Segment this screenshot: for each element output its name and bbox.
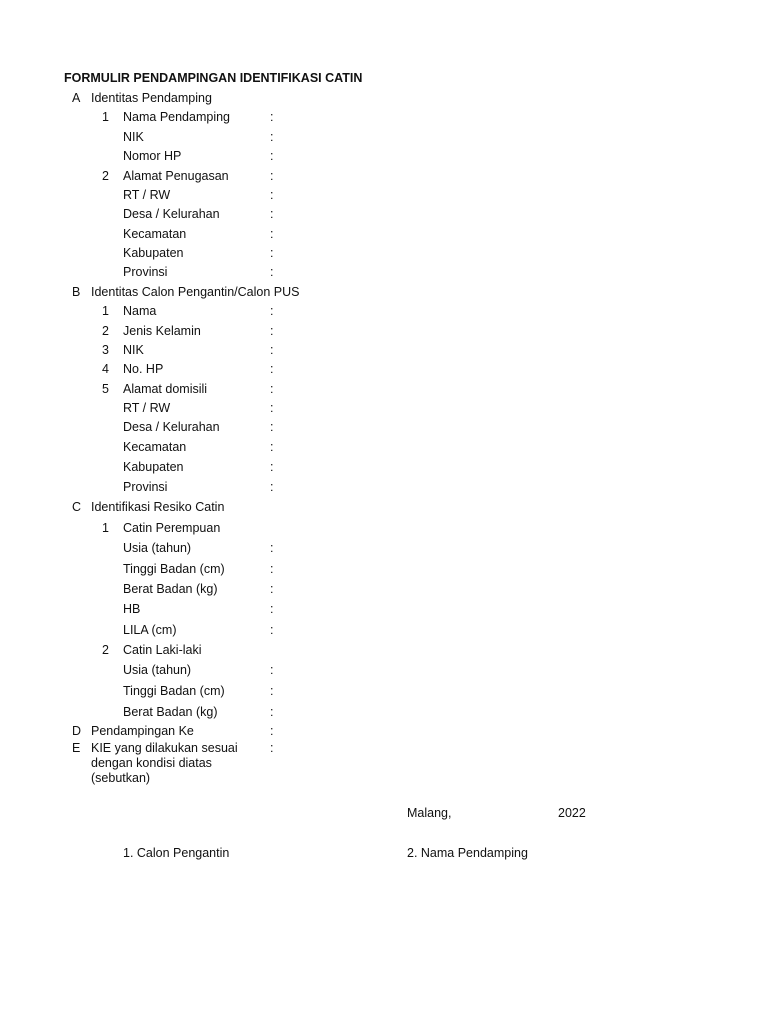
subgroup-label: Catin Laki-laki [123, 643, 202, 657]
field-label: Tinggi Badan (cm) [123, 684, 225, 698]
form-row [0, 246, 768, 264]
field-label: Nomor HP [123, 149, 182, 163]
form-row [0, 401, 768, 419]
colon: : [270, 227, 274, 241]
field-label: No. HP [123, 362, 164, 376]
field-label: HB [123, 602, 141, 616]
field-label: Alamat domisili [123, 382, 208, 396]
field-label: Desa / Kelurahan [123, 420, 220, 434]
section-letter: B [72, 285, 81, 299]
section-c-header [0, 500, 768, 518]
form-row [0, 705, 768, 723]
colon: : [270, 343, 274, 357]
field-label: LILA (cm) [123, 623, 177, 637]
form-row [0, 227, 768, 245]
section-title: Pendampingan Ke [91, 724, 194, 738]
colon: : [270, 246, 274, 260]
colon: : [270, 684, 274, 698]
field-label: NIK [123, 130, 144, 144]
field-label: RT / RW [123, 188, 171, 202]
section-a-header [0, 91, 768, 109]
row-number: 1 [102, 110, 109, 124]
colon: : [270, 110, 274, 124]
colon: : [270, 541, 274, 555]
colon: : [270, 562, 274, 576]
colon: : [270, 401, 274, 415]
form-row [0, 623, 768, 641]
form-row [0, 480, 768, 498]
form-row [0, 188, 768, 206]
field-label: Berat Badan (kg) [123, 705, 218, 719]
row-number: 4 [102, 362, 109, 376]
field-label: Jenis Kelamin [123, 324, 201, 338]
colon: : [270, 149, 274, 163]
form-title: FORMULIR PENDAMPINGAN IDENTIFIKASI CATIN [64, 71, 363, 85]
colon: : [270, 480, 274, 494]
field-label: Berat Badan (kg) [123, 582, 218, 596]
row-number: 5 [102, 382, 109, 396]
colon: : [270, 724, 274, 738]
row-number: 1 [102, 304, 109, 318]
form-row [0, 582, 768, 600]
form-row [0, 663, 768, 681]
colon: : [270, 440, 274, 454]
section-letter: A [72, 91, 81, 105]
field-label: Desa / Kelurahan [123, 207, 220, 221]
field-label: Kecamatan [123, 227, 187, 241]
section-letter: E [72, 741, 81, 755]
field-label: Nama [123, 304, 157, 318]
colon: : [270, 188, 274, 202]
form-row [0, 304, 768, 322]
subgroup-label: Catin Perempuan [123, 521, 221, 535]
section-b-header [0, 285, 768, 303]
form-row [0, 602, 768, 620]
section-title: Identifikasi Resiko Catin [91, 500, 225, 514]
field-label: Usia (tahun) [123, 663, 192, 677]
field-label: Tinggi Badan (cm) [123, 562, 225, 576]
colon: : [270, 663, 274, 677]
row-number: 3 [102, 343, 109, 357]
section-e-line: dengan kondisi diatas [91, 756, 212, 770]
form-row [0, 169, 768, 187]
colon: : [270, 207, 274, 221]
form-row [0, 460, 768, 478]
colon: : [270, 304, 274, 318]
colon: : [270, 623, 274, 637]
colon: : [270, 420, 274, 434]
colon: : [270, 324, 274, 338]
form-row [0, 521, 768, 539]
form-row [0, 420, 768, 438]
colon: : [270, 265, 274, 279]
form-row [0, 382, 768, 400]
form-row [0, 440, 768, 458]
year-label: 2022 [558, 806, 586, 820]
form-row [0, 343, 768, 361]
city-label: Malang, [407, 806, 452, 820]
form-row [0, 362, 768, 380]
field-label: Usia (tahun) [123, 541, 192, 555]
form-row [0, 684, 768, 702]
colon: : [270, 362, 274, 376]
field-label: Kabupaten [123, 246, 184, 260]
form-row [0, 324, 768, 342]
colon: : [270, 602, 274, 616]
section-title: Identitas Pendamping [91, 91, 212, 105]
row-number: 2 [102, 643, 109, 657]
section-title: Identitas Calon Pengantin/Calon PUS [91, 285, 300, 299]
field-label: Kecamatan [123, 440, 187, 454]
section-letter: C [72, 500, 82, 514]
colon: : [270, 460, 274, 474]
colon: : [270, 582, 274, 596]
form-row [0, 130, 768, 148]
colon: : [270, 705, 274, 719]
form-row [0, 207, 768, 225]
signer-nama-pendamping: 2. Nama Pendamping [407, 846, 528, 860]
section-e-line: KIE yang dilakukan sesuai [91, 741, 238, 755]
field-label: Kabupaten [123, 460, 184, 474]
field-label: Provinsi [123, 265, 168, 279]
signer-calon-pengantin: 1. Calon Pengantin [123, 846, 230, 860]
colon: : [270, 169, 274, 183]
colon: : [270, 382, 274, 396]
row-number: 1 [102, 521, 109, 535]
form-row [0, 643, 768, 661]
field-label: RT / RW [123, 401, 171, 415]
colon: : [270, 741, 274, 755]
section-e-label [91, 741, 251, 786]
form-row [0, 541, 768, 559]
section-letter: D [72, 724, 82, 738]
form-row [0, 149, 768, 167]
form-row [0, 562, 768, 580]
field-label: Nama Pendamping [123, 110, 231, 124]
colon: : [270, 130, 274, 144]
form-row [0, 265, 768, 283]
row-number: 2 [102, 324, 109, 338]
section-e-line: (sebutkan) [91, 771, 151, 785]
row-number: 2 [102, 169, 109, 183]
section-d-row [0, 724, 768, 742]
field-label: Alamat Penugasan [123, 169, 229, 183]
field-label: NIK [123, 343, 144, 357]
form-row [0, 110, 768, 128]
field-label: Provinsi [123, 480, 168, 494]
